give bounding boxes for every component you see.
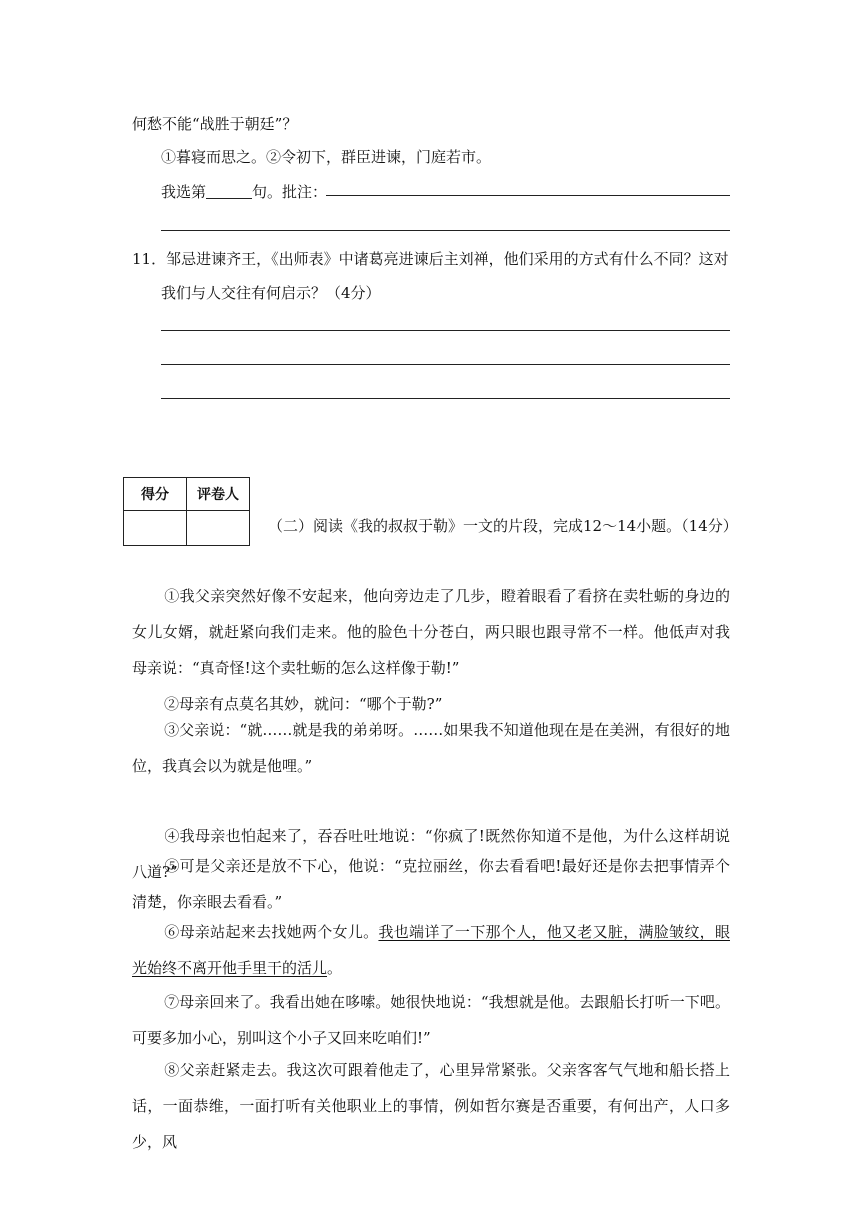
passage-para-1 bbox=[132, 578, 730, 686]
passage-para-4-text: ④我母亲也怕起来了，吞吞吐吐地说：“你疯了!既然你知道不是他，为什么这样胡说八道?” bbox=[132, 827, 730, 881]
passage-para-5 bbox=[132, 848, 730, 920]
passage-para-7 bbox=[132, 984, 730, 1056]
grader-header: 评卷人 bbox=[187, 478, 250, 511]
passage-para-6-text: ⑥母亲站起来去找她两个女儿。 bbox=[164, 923, 379, 941]
score-header: 得分 bbox=[124, 478, 187, 511]
passage-para-8 bbox=[132, 1052, 730, 1160]
passage-para-6-underlined: 我也端详了一下那个人，他又老又脏，满脸皱纹，眼光始终不离开他手里干的活儿 bbox=[132, 923, 730, 977]
q10-options-text: ①暮寝而思之。②令初下，群臣进谏，门庭若市。 bbox=[161, 148, 492, 166]
passage-para-6-end: 。 bbox=[327, 959, 343, 977]
q11-answer-line-1[interactable] bbox=[161, 330, 730, 331]
section-2-title: （二）阅读《我的叔叔于勒》一文的片段，完成12～14小题。（14分） bbox=[268, 517, 738, 535]
q10-choose-prefix: 我选第 bbox=[161, 183, 207, 201]
q10-choose-line bbox=[161, 182, 327, 202]
passage-para-8-text: ⑧父亲赶紧走去。我这次可跟着他走了，心里异常紧张。父亲客客气气地和船长搭上话，一面恭维，一面打听有关他职业上的事情，例如哲尔赛是否重要，有何出产，人口多少，风 bbox=[132, 1061, 730, 1151]
q10-blank-sentence[interactable] bbox=[206, 183, 252, 199]
q10-question-text: 何愁不能“战胜于朝廷”？ bbox=[132, 115, 298, 133]
passage-para-2-text: ②母亲有点莫名其妙，就问：“哪个于勒?” bbox=[164, 695, 443, 713]
passage-para-5-text: ⑤可是父亲还是放不下心，他说：“克拉丽丝，你去看看吧!最好还是你去把事情弄个清楚，你亲眼去看看。” bbox=[132, 857, 730, 911]
q10-answer-line-1[interactable] bbox=[326, 195, 730, 196]
passage-para-3-text: ③父亲说：“就……就是我的弟弟呀。……如果我不知道他现在是在美洲，有很好的地位，我真会以为就是他哩。” bbox=[132, 721, 730, 775]
q10-choose-suffix: 句。批注： bbox=[252, 183, 328, 201]
q11-answer-line-2[interactable] bbox=[161, 364, 730, 365]
q11-text-line-2: 我们与人交往有何启示？（4分） bbox=[161, 284, 381, 302]
passage-para-3 bbox=[132, 712, 730, 784]
q10-answer-line-2[interactable] bbox=[161, 230, 730, 231]
q11-text-line-1: 11．邹忌进谏齐王，《出师表》中诸葛亮进谏后主刘禅，他们采用的方式有什么不同？这对 bbox=[132, 250, 729, 268]
grader-cell[interactable] bbox=[187, 511, 250, 546]
score-cell[interactable] bbox=[124, 511, 187, 546]
score-table bbox=[123, 477, 250, 546]
passage-para-6 bbox=[132, 914, 730, 986]
q11-answer-line-3[interactable] bbox=[161, 398, 730, 399]
passage-para-1-text: ①我父亲突然好像不安起来，他向旁边走了几步，瞪着眼看了看挤在卖牡蛎的身边的女儿女婿，就赶紧向我们走来。他的脸色十分苍白，两只眼也跟寻常不一样。他低声对我母亲说：“真奇怪!这个卖牡蛎的怎么这样像于勒!” bbox=[132, 587, 730, 677]
passage-para-7-text: ⑦母亲回来了。我看出她在哆嗦。她很快地说：“我想就是他。去跟船长打听一下吧。可要多加小心，别叫这个小子又回来吃咱们!” bbox=[132, 993, 730, 1047]
